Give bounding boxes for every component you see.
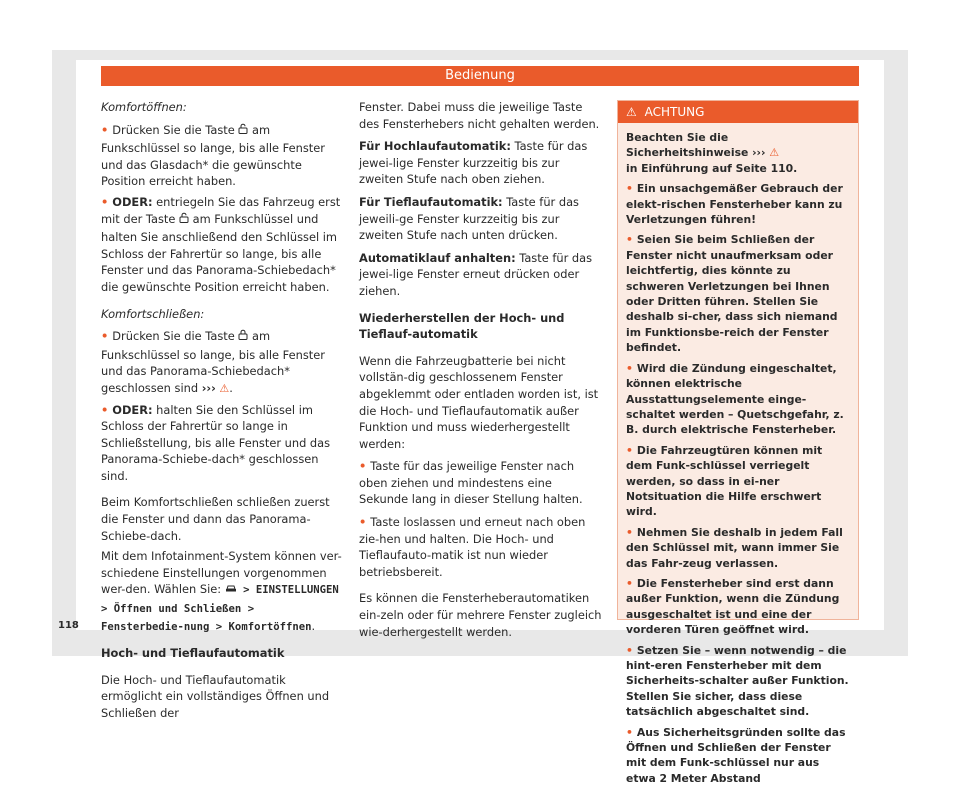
warning-item: • Seien Sie beim Schließen der Fenster nicht unaufmerksam oder leichtfertig, dies könnte zu schweren Verletzungen bei Ihnen oder Dritten führen. Stellen Sie deshalb si-cher, dass sich niemand im Funktionsbe-reich der Fenster befindet. [626, 233, 838, 355]
bullet-icon: • [101, 122, 109, 137]
warning-item: • Aus Sicherheitsgründen sollte das Öffnen und Schließen der Fenster mit dem Funk-schlüssel nur aus etwa 2 Meter Abstand [626, 725, 846, 785]
comfort-close-bullet-1: • Drücken Sie die Taste am Funkschlüssel so lange, bis alle Fenster und das Panorama-Schiebedach* geschlossen sind ››› ⚠. [101, 329, 325, 395]
bullet-icon: • [626, 525, 633, 539]
auto-text: Die Hoch- und Tieflaufautomatik ermöglicht ein vollständiges Öffnen und Schließen der [101, 672, 330, 720]
comfort-open-title: Komfortöffnen: [101, 100, 187, 114]
comfort-open-bullet-2: • ODER: entriegeln Sie das Fahrzeug erst mit der Taste am Funkschlüssel und halten Sie anschließend den Schlüssel im Schloss der Fahrertür so lange, bis alle Fenster und das Panorama-Schiebedach* die gewünschte Position erreicht haben. [101, 194, 341, 294]
warning-title: ACHTUNG [644, 105, 705, 119]
warning-item: • Setzen Sie – wenn notwendig – die hint-eren Fensterheber mit dem Sicherheits-schalter außer Funktion. Stellen Sie sicher, dass diese tatsächlich abgeschaltet sind. [626, 643, 849, 719]
bullet-icon: • [101, 329, 109, 344]
bullet-icon: • [359, 515, 367, 530]
infotainment-paragraph: Mit dem Infotainment-System können ver-schiedene Einstellungen vorgenommen wer-den. Wählen Sie: > EINSTELLUNGEN > Öffnen und Schließen > Fensterbedie-nung > Komfortöffnen. [101, 549, 342, 633]
warning-item: • Die Fahrzeugtüren können mit dem Funk-schlüssel verriegelt werden, so dass in ei-ner Notsituation die Hilfe erschwert wird. [626, 443, 823, 519]
bullet-icon: • [626, 576, 633, 590]
unlock-icon [179, 212, 189, 230]
restore-bullet-1: • Taste für das jeweilige Fenster nach oben ziehen und mindestens eine Sekunde lang in dieser Stellung halten. [359, 459, 583, 507]
warning-triangle-icon: ⚠ [626, 105, 637, 119]
warning-item: • Ein unsachgemäßer Gebrauch der elekt-rischen Fensterheber kann zu Verletzungen führen! [626, 182, 843, 227]
restore-text: Wenn die Fahrzeugbatterie bei nicht vollstän-dig geschlossenem Fenster abgeklemmt oder entladen worden ist, ist die Hoch- und Tieflaufautomatik außer Funktion und muss wiederhergestellt werden: [359, 353, 599, 451]
bullet-icon: • [626, 361, 633, 375]
comfort-close-title: Komfortschließen: [101, 306, 205, 321]
lock-icon [238, 329, 248, 347]
cross-reference[interactable]: ››› [752, 146, 766, 160]
bullet-icon: • [101, 194, 109, 209]
comfort-close-note: Beim Komfortschließen schließen zuerst die Fenster und dann das Panorama-Schiebe-dach. [101, 495, 330, 543]
bullet-icon: • [359, 459, 367, 474]
page-number: 118 [58, 620, 79, 631]
warning-header [618, 101, 858, 123]
stop-automatic: Automatiklauf anhalten: Taste für das jewei-lige Fenster erneut drücken oder ziehen. [359, 250, 593, 298]
up-automatic: Für Hochlaufautomatik: Taste für das jewei-lige Fenster kurzzeitig bis zur zweiten Stufe nach oben ziehen. [359, 139, 588, 187]
down-automatic: Für Tieflaufautomatik: Taste für das jeweili-ge Fenster kurzzeitig bis zur zweiten Stufe nach unten drücken. [359, 194, 579, 243]
section-header [101, 66, 859, 86]
left-column [101, 99, 343, 722]
bullet-icon: • [626, 233, 633, 247]
auto-heading: Hoch- und Tieflaufautomatik [101, 646, 285, 661]
warning-triangle-icon: ⚠ [769, 146, 780, 160]
bullet-icon: • [101, 402, 109, 417]
restore-bullet-2: • Taste loslassen und erneut nach oben zie-hen und halten. Die Hoch- und Tieflaufauto-matik ist nun wieder betriebsbereit. [359, 515, 586, 579]
bullet-icon: • [626, 443, 633, 457]
unlock-icon [238, 123, 248, 141]
warning-body [618, 123, 858, 786]
cross-reference[interactable]: ››› [201, 380, 216, 395]
menu-path: > EINSTELLUNGEN > Öffnen und Schließen > Fensterbedie-nung > Komfortöffnen [101, 584, 339, 633]
middle-column [359, 99, 603, 640]
auto-text-continued: Fenster. Dabei muss die jeweilige Taste des Fensterhebers nicht gehalten werden. [359, 100, 600, 131]
warning-triangle-icon: ⚠ [219, 381, 230, 395]
warning-item: • Die Fensterheber sind erst dann außer Funktion, wenn die Zündung ausgeschaltet ist und eine der vorderen Türen geöffnet wird. [626, 576, 840, 637]
section-title: Bedienung [445, 68, 515, 83]
comfort-open-bullet-1: • Drücken Sie die Taste am Funkschlüssel so lange, bis alle Fenster und das Glasdach* die gewünschte Position erreicht haben. [101, 122, 325, 189]
comfort-close-bullet-2: • ODER: halten Sie den Schlüssel im Schloss der Fahrertür so lange in Schließstellung, bis alle Fenster und das Panorama-Schiebe-dach* geschlossen sind. [101, 402, 331, 483]
bullet-icon: • [626, 643, 633, 657]
warning-intro: Beachten Sie die Sicherheitshinweise ››› ⚠ in Einführung auf Seite 110. [626, 131, 798, 175]
warning-item: • Wird die Zündung eingeschaltet, können elektrische Ausstattungselemente einge-schaltet werden – Quetschgefahr, z. B. durch elektrische Fensterheber. [626, 361, 844, 437]
restore-heading: Wiederherstellen der Hoch- und Tieflauf-automatik [359, 310, 565, 342]
warning-box [617, 100, 859, 785]
bullet-icon: • [626, 182, 633, 196]
bullet-icon: • [626, 725, 633, 739]
car-icon [225, 583, 237, 600]
restore-note: Es können die Fensterheberautomatiken ein-zeln oder für mehrere Fenster zugleich wie-derhergestellt werden. [359, 591, 602, 639]
warning-item: • Nehmen Sie deshalb in jedem Fall den Schlüssel mit, wann immer Sie das Fahr-zeug verlassen. [626, 525, 843, 570]
